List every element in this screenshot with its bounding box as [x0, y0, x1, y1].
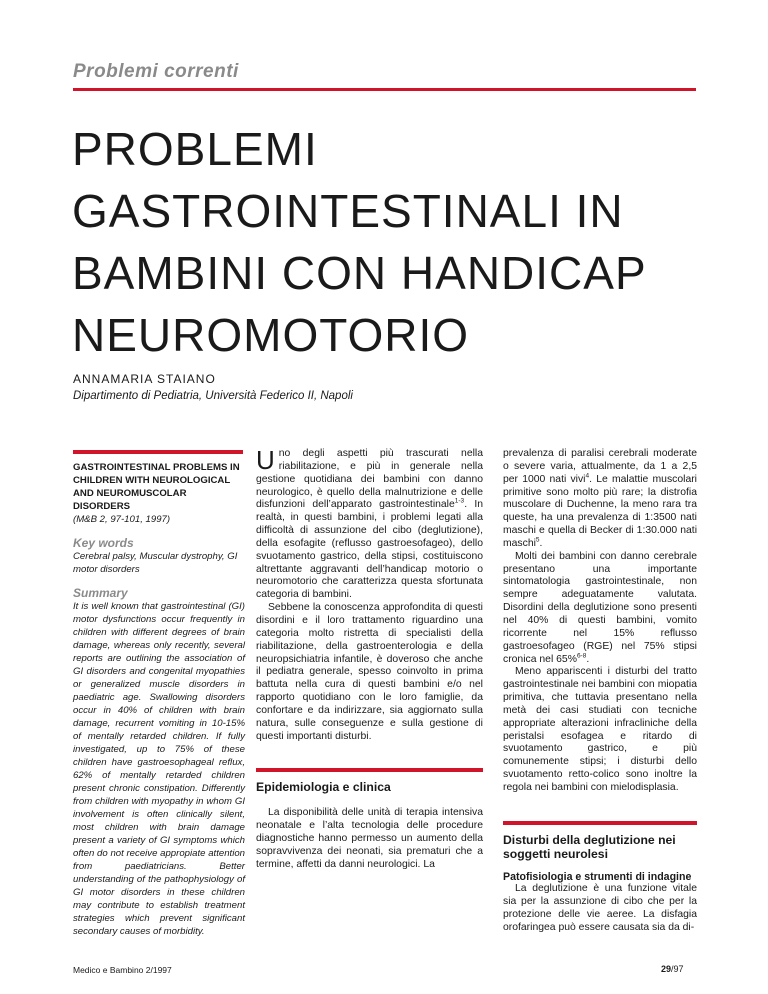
title-line-4: NEUROMOTORIO	[72, 309, 470, 361]
footnote-ref: 1-3	[454, 497, 465, 505]
prevalence-paragraph: prevalenza di paralisi cerebrali moderate o severe varia, attualmente, da 1 a 2,5 per 1000 nati vivi$^4$. Le malattie muscolari primitive sono molto più rare; la distrofia muscolare di Duchenne, la meno rara tra queste, ha una prevalenza di 1:3500 nati maschi e quella di Becker di 1:30.000 nati maschi$^5$.	[503, 448, 697, 549]
keywords-text: Cerebral palsy, Muscular dystrophy, GI motor disorders	[73, 551, 238, 575]
section-rule	[256, 768, 483, 772]
title-line-1: PROBLEMI	[72, 123, 318, 175]
header-rule	[73, 88, 696, 91]
abstract-title: GASTROINTESTINAL PROBLEMS IN CHILDREN WITH NEUROLOGICAL AND NEUROMUSCOLAR DISORDERS	[73, 462, 240, 512]
keywords-heading: Key words	[73, 536, 134, 550]
summary-text: It is well known that gastrointestinal (GI) motor dysfunctions occur frequently in children with different degrees of brain damage, whereas only recently, several reports are outlining the association of GI disorders and congenital myopathies or generalized muscle disorders in paediatric age. Swallowing disorders occur in 40% of children with brain damage, recurrent vomiting in 10-15% of mentally retarded children. If fully investigated, up to 75% of these children have gastroesophageal reflux, 62% of mentally retarded children present chronic constipation. Differently from children with myopathy in whom GI involvement is often clinically silent, most children with brain damage present a variety of GI symptoms which often do not receive appropiate attention from paediatricians. Better understanding of the pathophysiology of GI motor disorders in these children may contribute to establish treatment strategies which prevent significant secondary causes of morbidity.	[73, 601, 245, 937]
footnote-ref: 5	[535, 536, 540, 544]
title-line-3: BAMBINI CON HANDICAP	[72, 247, 647, 299]
section-heading-deglutizione: Disturbi della deglutizione nei soggetti neurolesi	[503, 832, 676, 861]
page-number: 29/97	[661, 964, 684, 974]
intro-paragraph-1: Uno degli aspetti più trascurati nella riabilitazione, e più in generale nella gestione quotidiana dei bambini con danno neurologico, è quello della malnutrizione e delle disfunzioni dell’apparato gastrointestinale$^{1-3}$. In realtà, in questi bambini, i problemi legati alla difficoltà di assunzione del cibo (deglutizione), della esofagite (reflusso gastroesofageo), dello svuotamento gastrico, della stipsi, costituiscono altrettante aggravanti dell’handicap motorio o neuromotorio che caratterizza questa sfortunata categoria di bambini.	[256, 445, 483, 601]
section-heading-epidemiologia: Epidemiologia e clinica	[256, 780, 391, 795]
myopathy-paragraph: Meno appariscenti i disturbi del tratto gastrointestinale nei bambini con miopatia primitiva, che tuttavia presentano nella metà dei casi studiati con tecniche appropriate alterazioni infracliniche della peristalsi esofagea e ritardo di svuotamento gastrico, e più comunemente stipsi; i disturbi dello svuotamento retto-colico sono inoltre la regola nei bambini con mielodisplasia.	[503, 666, 697, 793]
journal-footer: Medico e Bambino 2/1997	[73, 965, 172, 975]
section-rule	[503, 821, 697, 825]
author-name: ANNAMARIA STAIANO	[73, 372, 216, 386]
footnote-ref: 4	[585, 472, 590, 480]
body-column-2	[256, 445, 483, 872]
intro-paragraph-2: Sebbene la conoscenza approfondita di questi disordini e il loro trattamento riguardino una categoria molto ristretta di specialisti della riabilitazione, della gastroenterologia e della neuropsichiatria infantile, è doveroso che anche il pediatra generale, spesso coinvolto in prima battuta nella cura di questi bambini e/o nel rapporto quotidiano con le loro famiglie, da confortare e da indirizzare, sia aggiornato sulla natura, sulle conseguenze e sulla gestione di questi importanti disturbi.	[256, 602, 483, 742]
abstract-rule	[73, 450, 243, 454]
drop-cap: U	[256, 445, 275, 475]
subsection-heading-patofisiologia: Patofisiologia e strumenti di indagine	[503, 870, 692, 883]
symptoms-paragraph: Molti dei bambini con danno cerebrale presentano una importante sintomatologia gastrointestinale, non sempre adeguatamente valutata. Disordini della deglutizione sono presenti nel 40% di questi bambini, vomito ricorrente nel 15% reflusso gastroesofageo (RGE) nel 75% stipsi cronica nel 65%$^{6-8}$.	[503, 550, 697, 665]
title-line-2: GASTROINTESTINALI IN	[72, 185, 624, 237]
body-column-3	[503, 448, 697, 935]
footnote-ref: 6-8	[576, 652, 587, 660]
citation-reference: (M&B 2, 97-101, 1997)	[73, 514, 171, 525]
summary-heading: Summary	[73, 586, 128, 600]
author-affiliation: Dipartimento di Pediatria, Università Federico II, Napoli	[73, 390, 353, 402]
english-abstract	[73, 461, 245, 938]
section-label: Problemi correnti	[73, 61, 239, 82]
epi-paragraph-1: La disponibilità delle unità di terapia intensiva neonatale e l’alta tecnologia delle procedure diagnostiche hanno permesso un aumento della sopravvivenza dei neonati, sia prematuri che a termine, affetti da danni neurologici. La	[256, 807, 483, 870]
article-title	[72, 118, 712, 366]
pato-paragraph-1: La deglutizione è una funzione vitale sia per la assunzione di cibo che per la protezione delle vie aeree. La disfagia orofaringea può essere causata sia da di-	[503, 883, 697, 933]
